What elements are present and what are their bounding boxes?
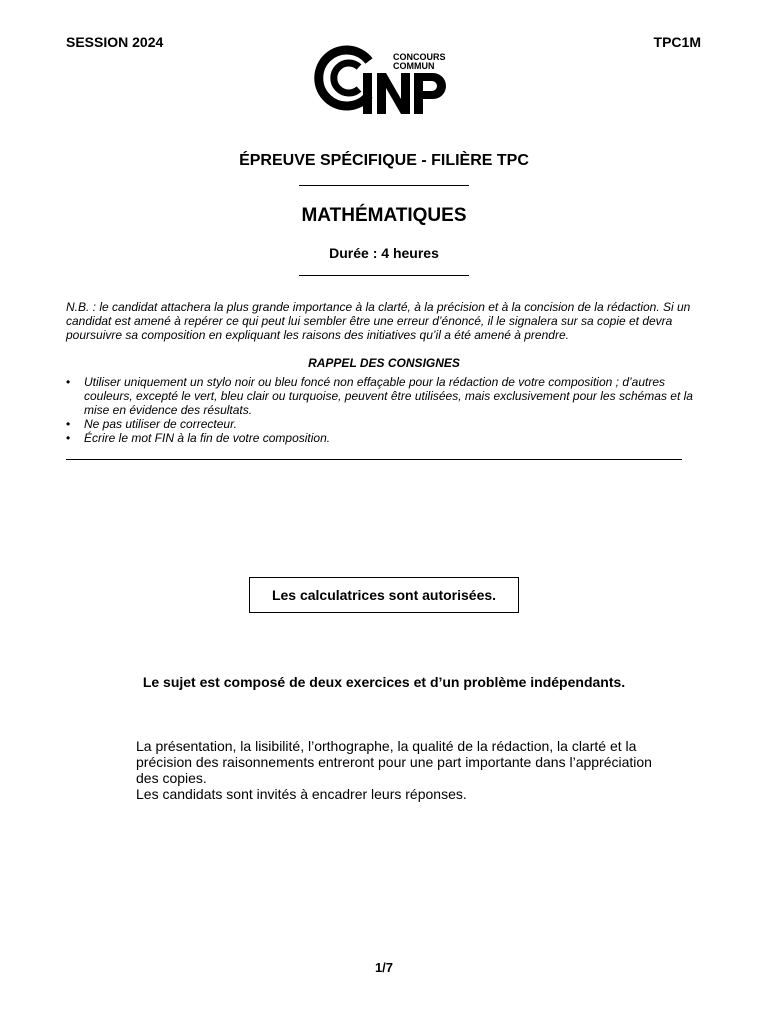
duration: Durée : 4 heures bbox=[329, 245, 439, 261]
presentation-paragraph: La présentation, la lisibilité, l’orthographe, la qualité de la rédaction, la clarté et la précision des raisonnements entreront pour une part importante dans l’appréciation des copies. bbox=[136, 738, 652, 786]
list-item: • Ne pas utiliser de correcteur. bbox=[66, 417, 716, 431]
rappel-title: RAPPEL DES CONSIGNES bbox=[308, 356, 460, 370]
presentation-note bbox=[136, 738, 656, 802]
concours-commun-inp-logo bbox=[311, 33, 456, 117]
divider bbox=[299, 185, 469, 186]
logo-text-concours: CONCOURS bbox=[393, 52, 446, 62]
subject-composition: Le sujet est composé de deux exercices et d’un problème indépendants. bbox=[142, 674, 626, 690]
exam-code: TPC1M bbox=[653, 34, 701, 50]
divider bbox=[66, 459, 682, 460]
consignes-list bbox=[66, 375, 716, 445]
divider bbox=[299, 275, 469, 276]
presentation-paragraph: Les candidats sont invités à encadrer leurs réponses. bbox=[136, 786, 467, 802]
session-label: SESSION 2024 bbox=[66, 34, 164, 50]
subject-title: MATHÉMATIQUES bbox=[301, 205, 467, 226]
epreuve-title: ÉPREUVE SPÉCIFIQUE - FILIÈRE TPC bbox=[239, 152, 529, 169]
nb-note: N.B. : le candidat attachera la plus grande importance à la clarté, à la précision et à la concision de la rédaction. Si un candidat est amené à repérer ce qui peut lui sembler être une erreur d’énoncé, il le signalera sur sa copie et devra poursuivre sa composition en expliquant les raisons des initiatives qu’il a été amené à prendre. bbox=[66, 300, 691, 342]
list-item: • Écrire le mot FIN à la fin de votre composition. bbox=[66, 431, 716, 445]
page-number: 1/7 bbox=[374, 960, 394, 975]
logo-text-commun: COMMUN bbox=[393, 61, 435, 71]
list-item: • Utiliser uniquement un stylo noir ou bleu foncé non effaçable pour la rédaction de votre composition ; d’autres couleurs, excepté le vert, bleu clair ou turquoise, peuvent être utilisées, mais exclusivement pour les schémas et la mise en évidence des résultats. bbox=[66, 375, 716, 417]
calculator-notice-box: Les calculatrices sont autorisées. bbox=[249, 577, 519, 613]
